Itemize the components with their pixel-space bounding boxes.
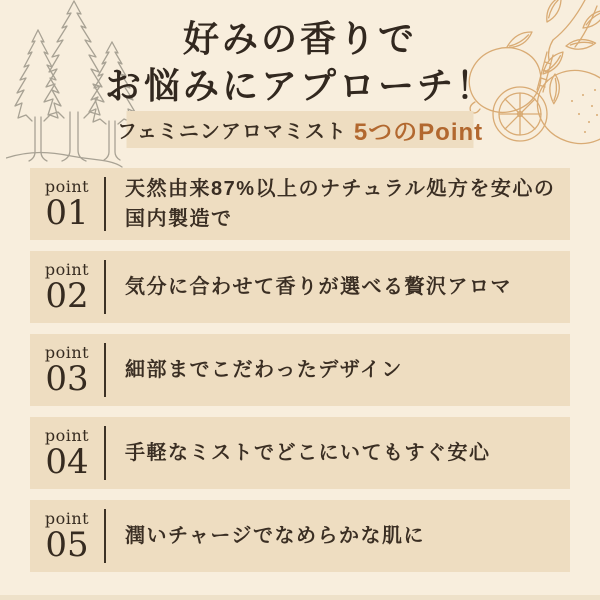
- point-card-01: [30, 168, 570, 240]
- point-text-line1: 細部までこだわったデザイン: [125, 359, 403, 381]
- point-text-line1: 手軽なミストでどこにいてもすぐ安心: [125, 442, 491, 464]
- point-text: [125, 272, 512, 302]
- point-card-05: [30, 500, 570, 572]
- point-label: point: [44, 260, 90, 279]
- point-label: point: [44, 343, 90, 362]
- point-card-02: [30, 251, 570, 323]
- point-text-line1: 潤いチャージでなめらかな肌に: [125, 525, 425, 547]
- point-text: [125, 521, 425, 551]
- divider: [104, 509, 106, 563]
- point-card-03: [30, 334, 570, 406]
- point-number: 03: [45, 359, 89, 399]
- divider: [104, 260, 106, 314]
- page-title-line2: お悩みにアプローチ！: [104, 65, 495, 107]
- divider: [104, 343, 106, 397]
- point-card-04: [30, 417, 570, 489]
- subtitle-banner: [116, 111, 484, 148]
- point-text: [125, 438, 491, 468]
- page-title-line1: 好みの香りで: [182, 18, 417, 60]
- point-text: [125, 355, 403, 385]
- point-badge: [30, 426, 104, 482]
- point-text: [125, 174, 555, 234]
- point-label: point: [44, 509, 90, 528]
- point-badge: [30, 509, 104, 565]
- point-number: 02: [45, 276, 89, 316]
- point-number: 01: [45, 193, 89, 233]
- divider: [104, 426, 106, 480]
- point-badge: [30, 177, 104, 233]
- point-label: point: [44, 426, 90, 445]
- point-text-line1: 天然由来87%以上のナチュラル処方を安心の: [125, 178, 556, 200]
- point-badge: [30, 260, 104, 316]
- bottom-edge-strip: [0, 595, 600, 600]
- points-list: [30, 168, 570, 583]
- point-badge: [30, 343, 104, 399]
- point-text-line2: 国内製造で: [125, 208, 233, 230]
- point-text-line1: 気分に合わせて香りが選べる贅沢アロマ: [125, 276, 512, 298]
- point-label: point: [44, 177, 90, 196]
- product-name-label: フェミニンアロマミスト: [116, 121, 347, 143]
- points-count-label: 5つのPoint: [353, 119, 484, 146]
- page-title: [0, 16, 600, 110]
- point-number: 04: [45, 442, 89, 482]
- point-number: 05: [45, 525, 89, 565]
- divider: [104, 177, 106, 231]
